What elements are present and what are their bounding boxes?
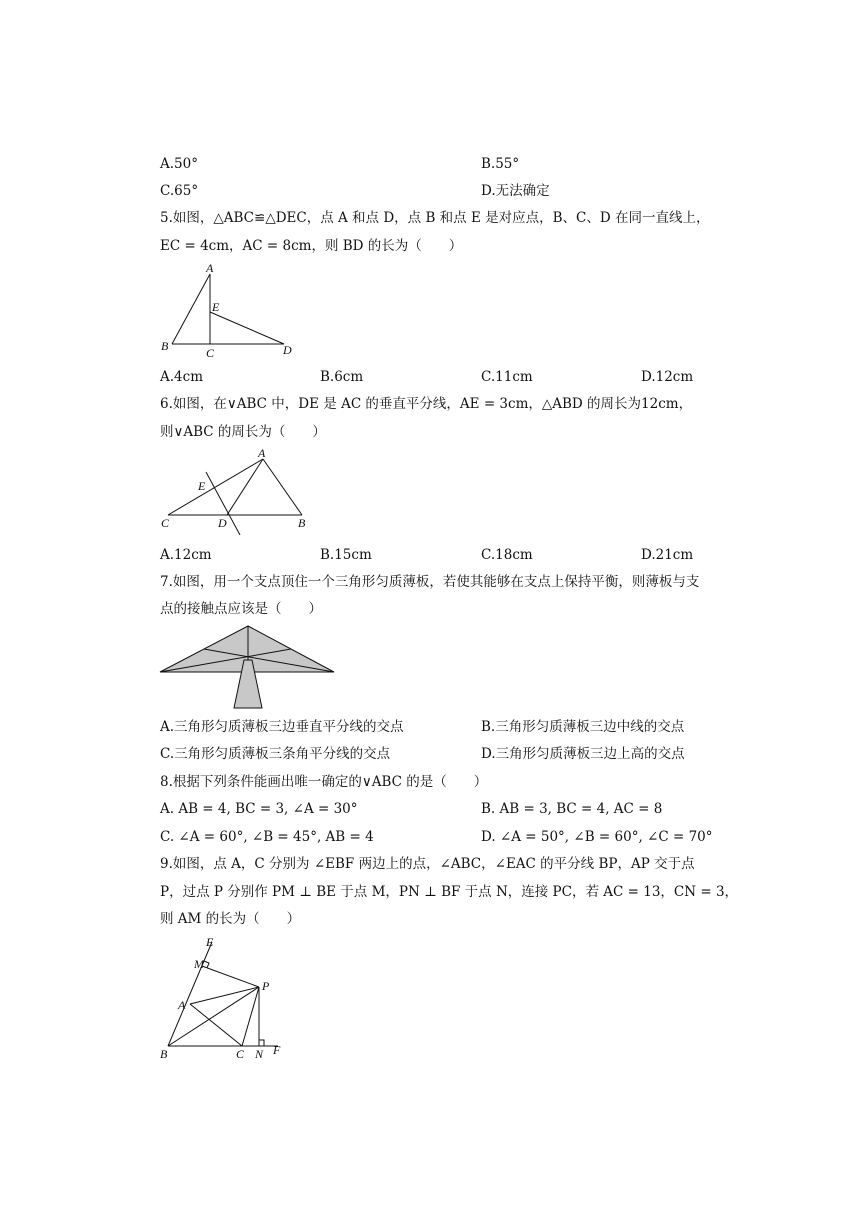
q9-label-n: N [255,1047,264,1061]
q9-right-angle-n [259,1040,264,1046]
q8-option-c: C. ∠A = 60°, ∠B = 45°, AB = 4 [160,829,374,845]
q5-label-a: A [206,261,214,275]
q9-stem-line3: 则 AM 的长为（ ） [160,911,301,927]
q9-figure [158,934,288,1066]
q6-segment-ab [263,459,302,515]
q8-option-d: D. ∠A = 50°, ∠B = 60°, ∠C = 70° [481,829,713,845]
q6-label-d: D [218,516,227,530]
q9-label-b: B [160,1047,168,1061]
q8-option-a: A. AB = 4, BC = 3, ∠A = 30° [160,801,358,817]
q7-figure [160,624,336,710]
q6-figure [160,447,320,539]
q9-label-a: A [178,998,186,1012]
q5-option-d: D.12cm [641,369,694,385]
q5-figure [160,262,300,362]
q6-option-b: B.15cm [320,547,372,563]
q5-label-c: C [206,346,215,360]
q6-stem-line2: 则∨ABC 的周长为（ ） [160,424,326,440]
q9-stem-line2: P，过点 P 分别作 PM ⊥ BE 于点 M，PN ⊥ BF 于点 N，连接 PC，若 AC = 13，CN = 3， [160,884,739,900]
q9-ray-be [168,942,212,1046]
q5-label-e: E [212,300,220,314]
q7-stem-line2: 点的接触点应该是（ ） [160,601,322,617]
q6-option-a: A.12cm [160,547,212,563]
q9-segment-ac [190,1004,242,1046]
q5-stem-line2: EC = 4cm，AC = 8cm，则 BD 的长为（ ） [160,238,463,254]
q6-label-b: B [298,516,306,530]
q9-label-f: F [273,1043,281,1057]
q6-label-a: A [258,446,266,460]
q6-option-d: D.21cm [641,547,694,563]
q5-option-b: B.6cm [320,369,364,385]
q7-stem-line1: 7.如图，用一个支点顶住一个三角形匀质薄板，若使其能够在支点上保持平衡，则薄板与支 [160,574,700,590]
q7-option-c: C.三角形匀质薄板三条角平分线的交点 [160,746,391,762]
q4-option-c: C.65° [160,183,199,199]
q9-label-c: C [236,1047,245,1061]
q5-label-d: D [283,343,292,357]
q5-option-a: A.4cm [160,369,203,385]
q6-stem-line1: 6.如图，在∨ABC 中，DE 是 AC 的垂直平分线，AE = 3cm，△ABD 的周长为12cm， [160,396,693,412]
q4-option-b: B.55° [481,156,520,172]
q6-segment-ad [227,459,263,515]
q9-stem-line1: 9.如图，点 A，C 分别为 ∠EBF 两边上的点，∠ABC，∠EAC 的平分线 BP，AP 交于点 [160,856,695,872]
q5-option-c: C.11cm [481,369,533,385]
q6-label-c: C [161,516,170,530]
q9-label-p: P [262,979,270,993]
q7-option-a: A.三角形匀质薄板三边垂直平分线的交点 [160,719,404,735]
q7-option-b: B.三角形匀质薄板三边中线的交点 [481,719,685,735]
q9-segment-bp [168,987,259,1046]
q5-label-b: B [161,339,169,353]
q4-option-d: D.无法确定 [481,183,550,199]
q6-label-e: E [198,479,206,493]
q8-stem: 8.根据下列条件能画出唯一确定的∨ABC 的是（ ） [160,774,488,790]
q9-segment-pm [202,966,259,987]
q9-label-m: M [194,957,204,971]
q4-option-a: A.50° [160,156,198,172]
q6-option-c: C.18cm [481,547,533,563]
q9-label-e: E [206,935,214,949]
q7-option-d: D.三角形匀质薄板三边上高的交点 [481,746,685,762]
q5-segment-ab [172,274,210,344]
q5-stem-line1: 5.如图，△ABC≌△DEC，点 A 和点 D，点 B 和点 E 是对应点，B、C、D 在同一直线上， [160,210,710,226]
q5-segment-ed [210,312,284,344]
q6-segment-ca [168,459,263,515]
q8-option-b: B. AB = 3, BC = 4, AC = 8 [481,801,663,817]
q9-segment-ap [190,987,259,1004]
